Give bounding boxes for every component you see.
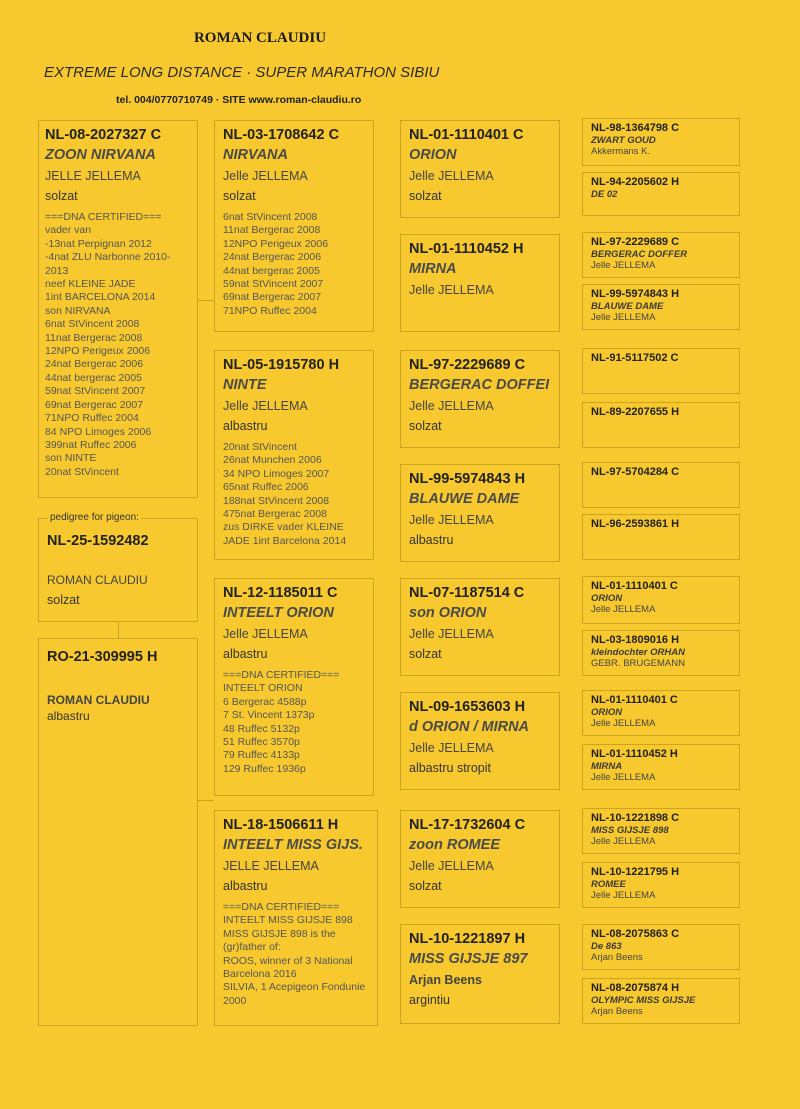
great-grandparent-ring: NL-01-1110452 H: [409, 241, 524, 257]
dam-card: [38, 638, 198, 1026]
great-grandparent-name: zoon ROMEE: [409, 837, 501, 853]
great-grandparent-color: solzat: [409, 879, 442, 893]
ancestor-name: kleindochter ORHAN: [591, 647, 685, 658]
grandparent-owner: Jelle JELLEMA: [223, 627, 308, 641]
ancestor-owner: Arjan Beens: [591, 952, 643, 963]
target-ring: NL-25-1592482: [47, 533, 149, 549]
great-grandparent-ring: NL-09-1653603 H: [409, 699, 526, 715]
ancestor-owner: Jelle JELLEMA: [591, 772, 656, 783]
great-grandparent-card: [400, 924, 560, 1024]
ancestor-ring: NL-03-1809016 H: [591, 634, 680, 646]
grandparent-color: solzat: [223, 189, 256, 203]
great-grandparent-ring: NL-17-1732604 C: [409, 817, 526, 833]
ancestor-card: [582, 232, 740, 278]
great-grandparent-owner: Jelle JELLEMA: [409, 169, 494, 183]
ancestor-ring: NL-94-2205602 H: [591, 176, 680, 188]
ancestor-owner: Akkermans K.: [591, 146, 651, 157]
great-grandparent-color: solzat: [409, 419, 442, 433]
ancestor-name: MISS GIJSJE 898: [591, 825, 669, 836]
ancestor-ring: NL-97-5704284 C: [591, 466, 680, 478]
great-grandparent-name: ORION: [409, 147, 457, 163]
ancestor-card: [582, 118, 740, 166]
great-grandparent-color: albastru stropit: [409, 761, 491, 775]
grandparent-card: [214, 578, 374, 796]
great-grandparent-card: [400, 578, 560, 676]
target-card: [38, 518, 198, 622]
ancestor-owner: Jelle JELLEMA: [591, 836, 656, 847]
great-grandparent-card: [400, 464, 560, 562]
ancestor-ring: NL-01-1110401 C: [591, 694, 678, 706]
connector-line: [118, 622, 119, 638]
connector-line: [198, 800, 214, 801]
ancestor-name: BLAUWE DAME: [591, 301, 664, 312]
great-grandparent-owner: Arjan Beens: [409, 973, 482, 987]
ancestor-card: [582, 576, 740, 624]
ancestor-ring: NL-10-1221795 H: [591, 866, 680, 878]
sire-owner: JELLE JELLEMA: [45, 169, 141, 183]
sire-color: solzat: [45, 189, 78, 203]
grandparent-owner: Jelle JELLEMA: [223, 399, 308, 413]
great-grandparent-owner: Jelle JELLEMA: [409, 859, 494, 873]
grandparent-ring: NL-18-1506611 H: [223, 817, 339, 833]
grandparent-ring: NL-05-1915780 H: [223, 357, 340, 373]
dam-color: albastru: [47, 709, 90, 723]
ancestor-owner: GEBR. BRUGEMANN: [591, 658, 685, 669]
grandparent-color: albastru: [223, 419, 268, 433]
ancestor-owner: Jelle JELLEMA: [591, 604, 656, 615]
great-grandparent-ring: NL-99-5974843 H: [409, 471, 526, 487]
ancestor-card: [582, 744, 740, 790]
breeder-subtitle: EXTREME LONG DISTANCE · SUPER MARATHON SIBIU: [44, 64, 440, 81]
ancestor-ring: NL-08-2075874 H: [591, 982, 680, 994]
ancestor-card: [582, 348, 740, 394]
ancestor-owner: Jelle JELLEMA: [591, 718, 656, 729]
grandparent-name: INTEELT MISS GIJS.: [223, 837, 363, 853]
ancestor-card: [582, 630, 740, 676]
grandparent-notes: 6nat StVincent 2008 11nat Bergerac 2008 12NPO Perigeux 2006 24nat Bergerac 2006 44nat bergerac 2005 59nat StVincent 2007 69nat Bergerac 2007 71NPO Ruffec 2004: [223, 211, 329, 317]
ancestor-card: [582, 808, 740, 854]
sire-card: [38, 120, 198, 498]
ancestor-ring: NL-97-2229689 C: [591, 236, 680, 248]
great-grandparent-name: BLAUWE DAME: [409, 491, 520, 507]
ancestor-owner: Arjan Beens: [591, 1006, 643, 1017]
ancestor-card: [582, 924, 740, 970]
great-grandparent-ring: NL-10-1221897 H: [409, 931, 526, 947]
great-grandparent-name: d ORION / MIRNA: [409, 719, 530, 735]
grandparent-color: albastru: [223, 879, 268, 893]
ancestor-name: De 863: [591, 941, 622, 952]
ancestor-ring: NL-01-1110452 H: [591, 748, 678, 760]
ancestor-name: ORION: [591, 593, 623, 604]
sire-notes: ===DNA CERTIFIED=== vader van -13nat Perpignan 2012 -4nat ZLU Narbonne 2010-2013 neef KLEINE JADE 1int BARCELONA 2014 son NIRVANA 6nat StVincent 2008 11nat Bergerac 2008 12NPO Perigeux 2006 24nat Bergerac 2006 44nat bergerac 2005 59nat StVincent 2007 69nat Bergerac 2007 71NPO Ruffec 2004 84 NPO Limoges 2006 399nat Ruffec 2006 son NINTE 20nat StVincent: [45, 211, 171, 478]
grandparent-name: NIRVANA: [223, 147, 288, 163]
grandparent-card: [214, 120, 374, 332]
great-grandparent-owner: Jelle JELLEMA: [409, 741, 494, 755]
sire-ring: NL-08-2027327 C: [45, 127, 162, 143]
ancestor-name: MIRNA: [591, 761, 623, 772]
great-grandparent-color: argintiu: [409, 993, 450, 1007]
great-grandparent-color: solzat: [409, 647, 442, 661]
ancestor-card: [582, 462, 740, 508]
dam-ring: RO-21-309995 H: [47, 649, 158, 665]
target-color: solzat: [47, 593, 80, 607]
great-grandparent-owner: Jelle JELLEMA: [409, 399, 494, 413]
ancestor-ring: NL-98-1364798 C: [591, 122, 680, 134]
ancestor-name: ROMEE: [591, 879, 626, 890]
breeder-contact: tel. 004/0770710749 · SITE www.roman-claudiu.ro: [116, 94, 362, 106]
ancestor-ring: NL-01-1110401 C: [591, 580, 678, 592]
sire-name: ZOON NIRVANA: [45, 147, 156, 163]
ancestor-ring: NL-89-2207655 H: [591, 406, 680, 418]
ancestor-name: ZWART GOUD: [591, 135, 656, 146]
connector-line: [198, 300, 214, 301]
ancestor-name: OLYMPIC MISS GIJSJE: [591, 995, 696, 1006]
ancestor-card: [582, 402, 740, 448]
great-grandparent-card: [400, 120, 560, 218]
grandparent-notes: 20nat StVincent 26nat Munchen 2006 34 NPO Limoges 2007 65nat Ruffec 2006 188nat StVincent 2008 475nat Bergerac 2008 zus DIRKE vader KLEINE JADE 1int Barcelona 2014: [223, 441, 347, 547]
great-grandparent-ring: NL-07-1187514 C: [409, 585, 525, 601]
ancestor-ring: NL-10-1221898 C: [591, 812, 680, 824]
ancestor-card: [582, 172, 740, 216]
ancestor-card: [582, 514, 740, 560]
pedigree-legend: pedigree for pigeon:: [50, 512, 139, 523]
ancestor-card: [582, 690, 740, 736]
grandparent-ring: NL-12-1185011 C: [223, 585, 338, 601]
great-grandparent-color: albastru: [409, 533, 454, 547]
breeder-name: ROMAN CLAUDIU: [193, 30, 327, 46]
great-grandparent-card: [400, 350, 560, 448]
ancestor-ring: NL-08-2075863 C: [591, 928, 680, 940]
great-grandparent-card: [400, 692, 560, 790]
grandparent-card: [214, 810, 378, 1026]
grandparent-card: [214, 350, 374, 560]
great-grandparent-color: solzat: [409, 189, 442, 203]
great-grandparent-owner: Jelle JELLEMA: [409, 283, 494, 297]
grandparent-notes: ===DNA CERTIFIED=== INTEELT ORION 6 Bergerac 4588p 7 St. Vincent 1373p 48 Ruffec 5132p 51 Ruffec 3570p 79 Ruffec 4133p 129 Ruffec 1936p: [223, 669, 340, 775]
grandparent-ring: NL-03-1708642 C: [223, 127, 340, 143]
ancestor-ring: NL-96-2593861 H: [591, 518, 680, 530]
great-grandparent-name: MIRNA: [409, 261, 457, 277]
great-grandparent-name: MISS GIJSJE 897: [409, 951, 528, 967]
target-owner: ROMAN CLAUDIU: [47, 573, 148, 587]
great-grandparent-name: son ORION: [409, 605, 487, 621]
dam-owner: ROMAN CLAUDIU: [47, 693, 150, 707]
ancestor-card: [582, 284, 740, 330]
ancestor-name: ORION: [591, 707, 623, 718]
ancestor-owner: Jelle JELLEMA: [591, 890, 656, 901]
great-grandparent-ring: NL-01-1110401 C: [409, 127, 524, 143]
great-grandparent-ring: NL-97-2229689 C: [409, 357, 526, 373]
ancestor-owner: Jelle JELLEMA: [591, 260, 656, 271]
grandparent-notes: ===DNA CERTIFIED=== INTEELT MISS GIJSJE 898 MISS GIJSJE 898 is the (gr)father of: ROOS, winner of 3 National Barcelona 2016 SILVIA, 1 Acepigeon Fondunie 2000: [223, 901, 366, 1007]
ancestor-name: BERGERAC DOFFER: [591, 249, 688, 260]
grandparent-owner: JELLE JELLEMA: [223, 859, 319, 873]
ancestor-ring: NL-91-5117502 C: [591, 352, 679, 364]
great-grandparent-card: [400, 234, 560, 332]
great-grandparent-card: [400, 810, 560, 908]
grandparent-color: albastru: [223, 647, 268, 661]
great-grandparent-owner: Jelle JELLEMA: [409, 627, 494, 641]
ancestor-card: [582, 978, 740, 1024]
grandparent-owner: Jelle JELLEMA: [223, 169, 308, 183]
ancestor-name: DE 02: [591, 189, 618, 200]
ancestor-owner: Jelle JELLEMA: [591, 312, 656, 323]
great-grandparent-name: BERGERAC DOFFEI: [409, 377, 550, 393]
ancestor-card: [582, 862, 740, 908]
grandparent-name: INTEELT ORION: [223, 605, 334, 621]
grandparent-name: NINTE: [223, 377, 267, 393]
ancestor-ring: NL-99-5974843 H: [591, 288, 680, 300]
great-grandparent-owner: Jelle JELLEMA: [409, 513, 494, 527]
